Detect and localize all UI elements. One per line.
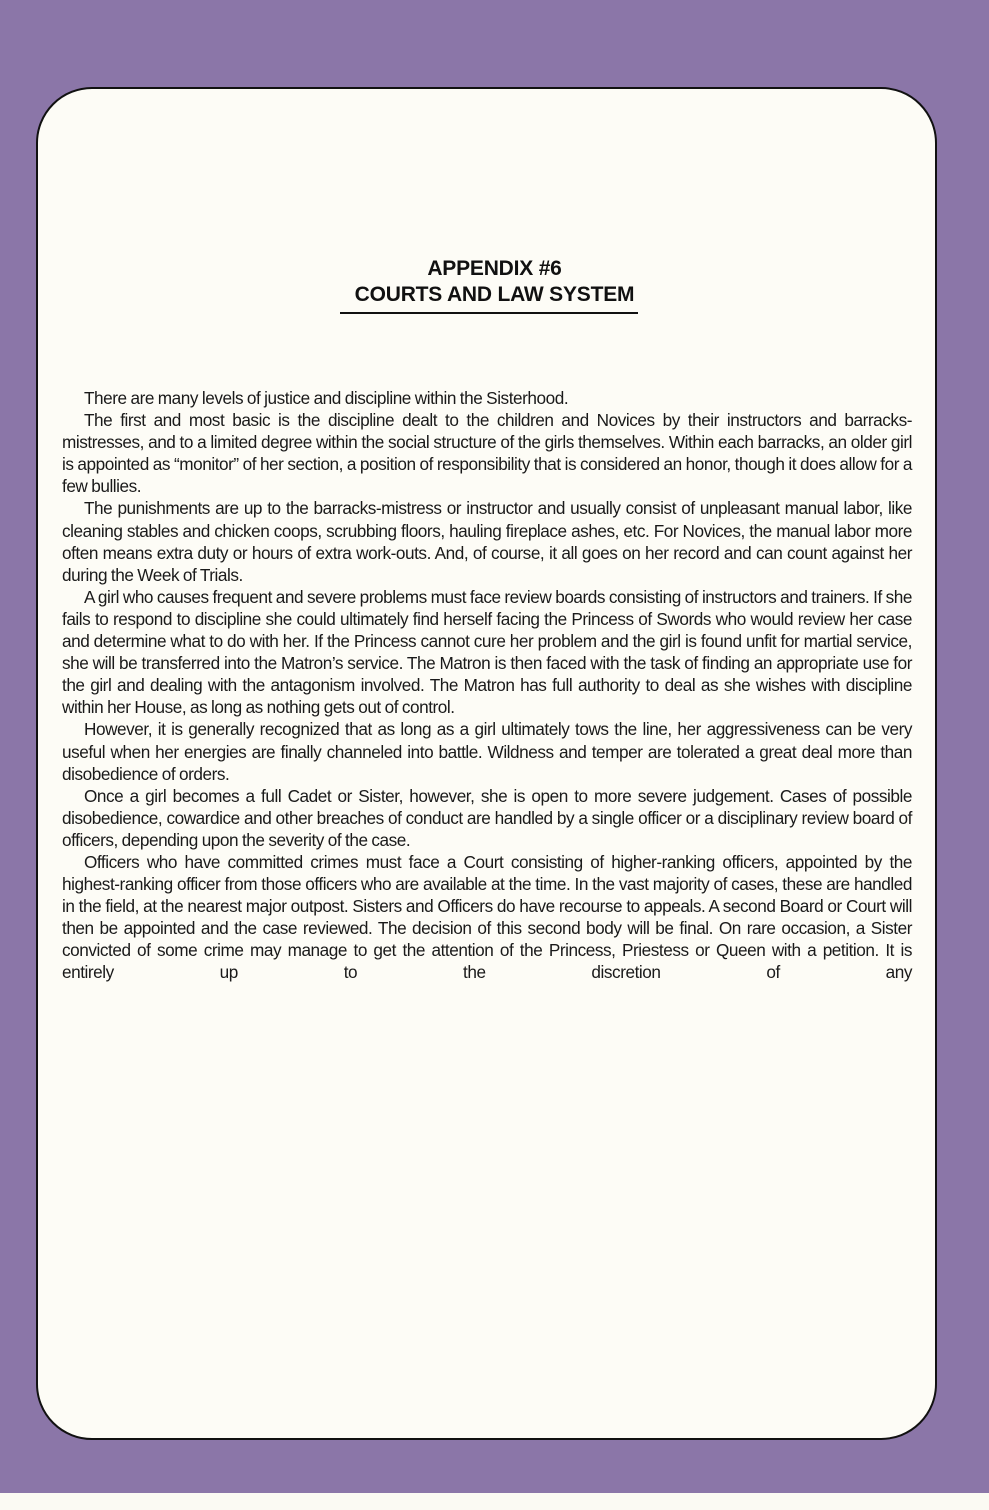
paragraph-cadet-judgement: Once a girl becomes a full Cadet or Sister, however, she is open to more severe judgement. Cases of possible disobedience, cowardice and other breaches of conduct are handled by a single officer or a disciplinary review board of officers, depending upon the severity of the case.	[62, 785, 912, 850]
appendix-number: APPENDIX #6	[427, 257, 562, 280]
appendix-heading	[0, 256, 989, 308]
paragraph-intro: There are many levels of justice and discipline within the Sisterhood.	[84, 388, 569, 408]
appendix-title: COURTS AND LAW SYSTEM	[354, 283, 635, 306]
paragraph-officer-courts: Officers who have committed crimes must face a Court consisting of higher-ranking officers, appointed by the highest-ranking officer from those officers who are available at the time. In the vast majority of cases, these are handled in the field, at the nearest major outpost. Sisters and Officers do have recourse to appeals. A second Board or Court will then be appointed and the case reviewed. The decision of this second body will be final. On rare occasion, a Sister convicted of some crime may manage to get the attention of the Princess, Priestess or Queen with a petition. It is entirely up to the discretion of any	[62, 851, 912, 983]
paragraph-punishments: The punishments are up to the barracks-mistress or instructor and usually consist of unpleasant manual labor, like cleaning stables and chicken coops, scrubbing floors, hauling fireplace ashes, etc. For Novices, the manual labor more often means extra duty or hours of extra work-outs. And, of course, it all goes on her record and can count against her during the Week of Trials.	[62, 498, 912, 585]
body-text	[62, 387, 912, 984]
paragraph-aggressiveness: However, it is generally recognized that as long as a girl ultimately tows the line, her aggressiveness can be very useful when her energies are finally channeled into battle. Wildness and temper are tolerated a great deal more than disobedience of orders.	[62, 719, 912, 784]
paragraph-review-boards: A girl who causes frequent and severe problems must face review boards consisting of instructors and trainers. If she fails to respond to discipline she could ultimately find herself facing the Princess of Swords who would review her case and determine what to do with her. If the Princess cannot cure her problem and the girl is found unfit for martial service, she will be transferred into the Matron’s service. The Matron is then faced with the task of finding an appropriate use for the girl and dealing with the antagonism involved. The Matron has full authority to deal as she wishes with discipline within her House, as long as nothing gets out of control.	[62, 586, 912, 718]
paragraph-novice-discipline: The first and most basic is the discipline dealt to the children and Novices by their instructors and barracks-mistresses, and to a limited degree within the social structure of the girls themselves. Within each barracks, an older girl is appointed as “monitor” of her section, a position of responsibility that is considered an honor, though it does allow for a few bullies.	[62, 410, 912, 497]
heading-underline	[340, 312, 638, 314]
